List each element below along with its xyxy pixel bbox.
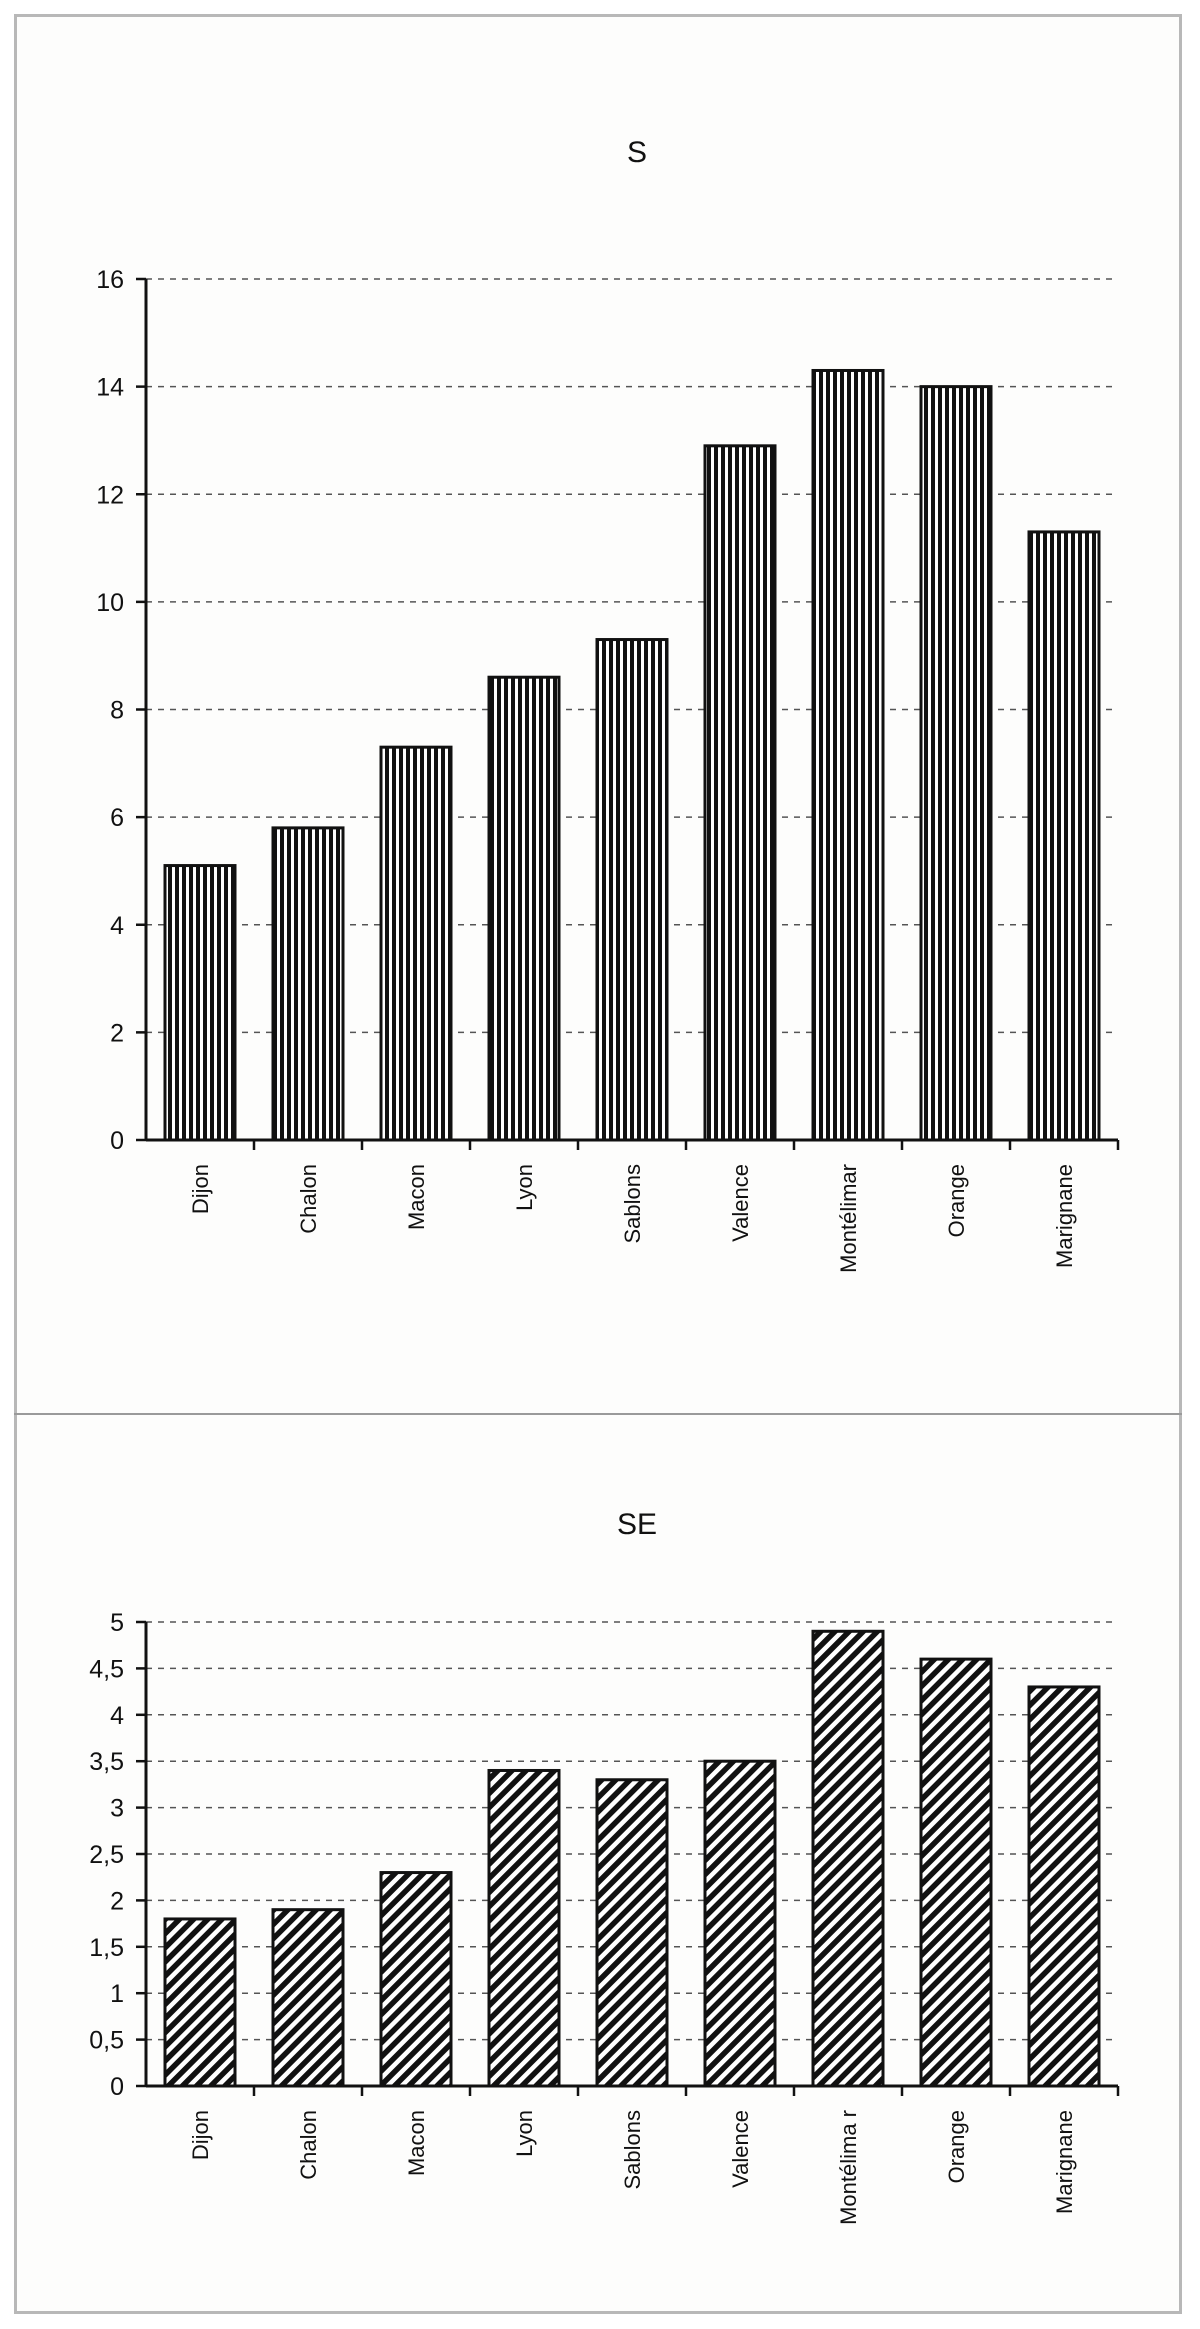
bar-orange: [921, 387, 991, 1140]
x-category-label: Orange: [944, 2110, 969, 2184]
y-tick-label: 6: [110, 804, 124, 833]
y-tick-label: 2,5: [89, 1841, 124, 1869]
bar-dijon: [165, 1919, 235, 2086]
bar-lyon: [489, 1770, 559, 2086]
x-category-label: Orange: [944, 1164, 969, 1238]
x-category-label: Dijon: [188, 1164, 213, 1215]
bar-marignane: [1029, 532, 1099, 1140]
bar-marignane: [1029, 1687, 1099, 2086]
y-tick-label: 0: [110, 2073, 124, 2101]
y-tick-label: 10: [96, 588, 124, 617]
x-category-label: Macon: [404, 1164, 429, 1231]
y-tick-label: 14: [96, 373, 124, 402]
chart-se: [0, 1416, 1200, 2316]
x-category-label: Lyon: [512, 2110, 537, 2157]
y-tick-label: 2: [110, 1887, 124, 1916]
bar-lyon: [489, 677, 559, 1140]
y-tick-label: 1,5: [89, 1933, 124, 1962]
bar-montélima-r: [813, 1631, 883, 2086]
y-tick-label: 0,5: [89, 2026, 124, 2055]
y-tick-label: 3: [110, 1794, 124, 1823]
bar-montélimar: [813, 370, 883, 1140]
x-category-label: Macon: [404, 2110, 429, 2177]
x-category-label: Dijon: [188, 2110, 213, 2161]
y-tick-label: 12: [96, 481, 124, 510]
chart-se-title: SE: [616, 1508, 658, 1541]
bar-dijon: [165, 866, 235, 1140]
x-category-label: Chalon: [296, 2110, 321, 2180]
y-tick-label: 0: [110, 1127, 124, 1155]
bar-valence: [705, 446, 775, 1140]
chart-s-title: S: [626, 136, 648, 169]
x-category-label: Chalon: [296, 1164, 321, 1234]
x-category-label: Sablons: [620, 1164, 645, 1244]
y-tick-label: 4: [110, 911, 124, 940]
y-tick-label: 2: [110, 1019, 124, 1048]
y-tick-label: 4,5: [89, 1655, 124, 1684]
y-tick-label: 4: [110, 1701, 124, 1730]
y-tick-label: 5: [110, 1609, 124, 1637]
bar-macon: [381, 1873, 451, 2086]
bar-chalon: [273, 1910, 343, 2086]
x-category-label: Montélimar: [836, 1164, 861, 1273]
bar-chalon: [273, 828, 343, 1140]
x-category-label: Montélima r: [836, 2110, 861, 2225]
bar-valence: [705, 1761, 775, 2086]
x-category-label: Valence: [728, 2110, 753, 2188]
bar-sablons: [597, 1780, 667, 2086]
bar-macon: [381, 747, 451, 1140]
y-tick-label: 16: [96, 266, 124, 294]
y-tick-label: 1: [110, 1980, 124, 2009]
x-category-label: Lyon: [512, 1164, 537, 1211]
bar-sablons: [597, 640, 667, 1140]
panel-divider: [14, 1413, 1182, 1415]
y-tick-label: 3,5: [89, 1748, 124, 1777]
bar-orange: [921, 1659, 991, 2086]
x-category-label: Valence: [728, 1164, 753, 1242]
y-tick-label: 8: [110, 696, 124, 725]
x-category-label: Marignane: [1052, 1164, 1077, 1268]
x-category-label: Sablons: [620, 2110, 645, 2190]
x-category-label: Marignane: [1052, 2110, 1077, 2214]
